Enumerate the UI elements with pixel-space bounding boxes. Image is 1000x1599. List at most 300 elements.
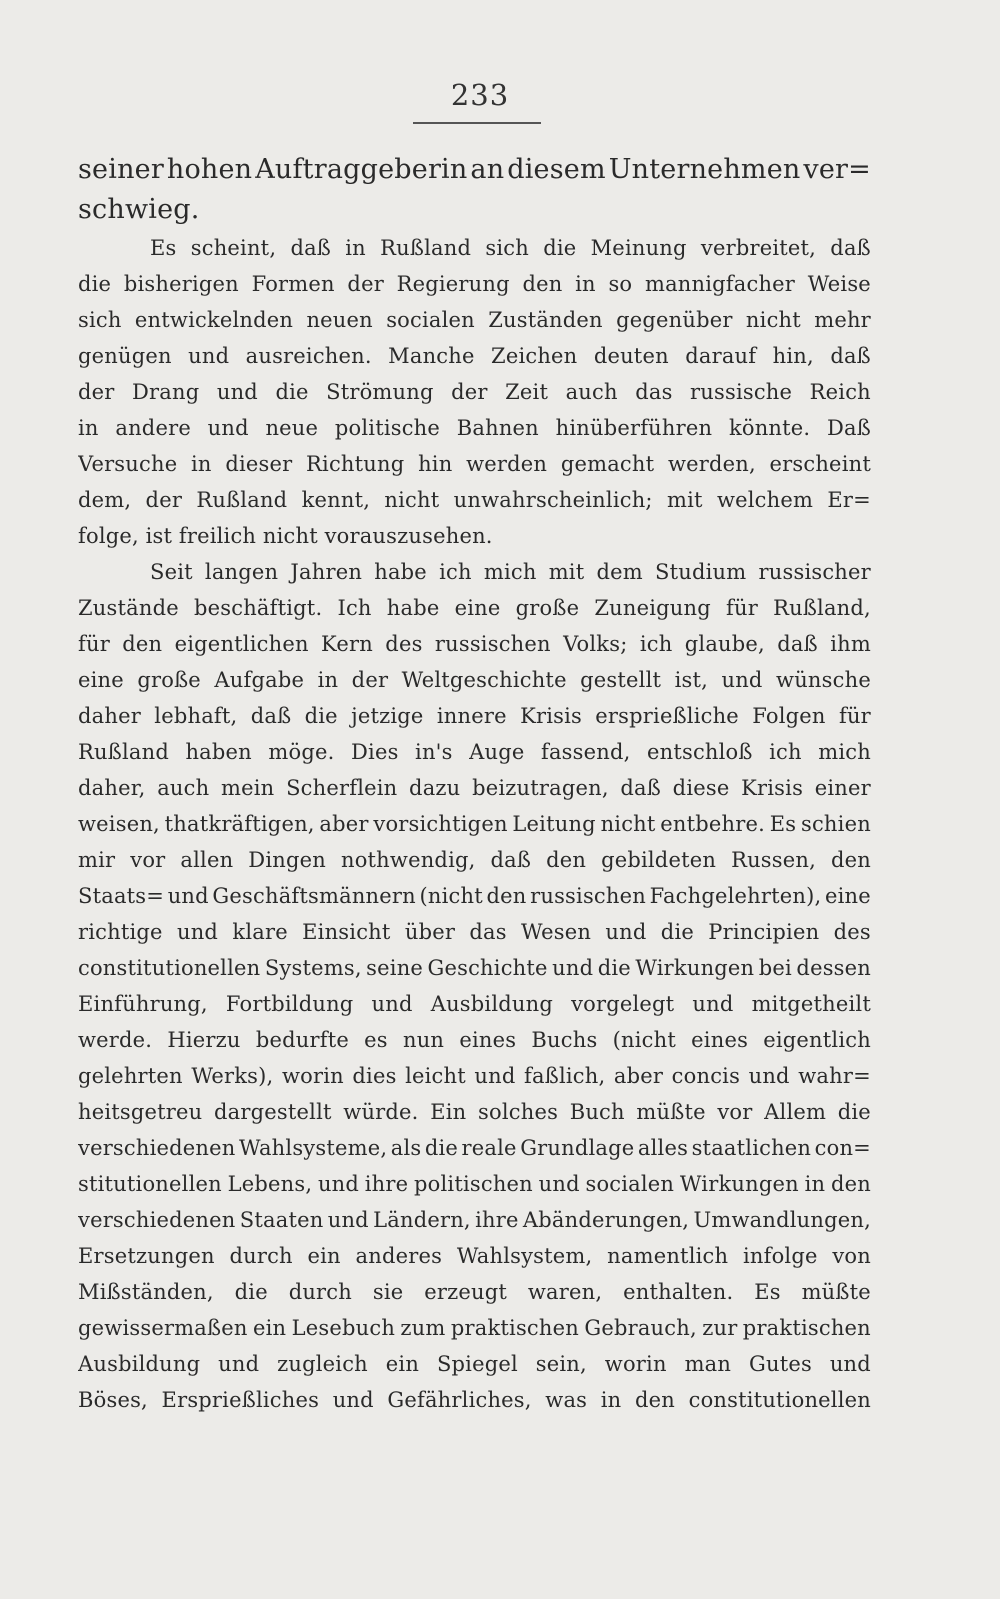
word: entschloß [646,740,753,764]
text-line [78,842,871,878]
word: daß [830,344,871,368]
word: worin [281,1064,344,1088]
word: in [345,236,366,260]
word: die [597,956,631,980]
word: eine [78,668,124,692]
word: werde. [78,1028,153,1052]
word: Rußland [196,488,288,512]
word: den [522,272,563,296]
word: Krisis [741,776,804,800]
word: auch [565,380,618,404]
word: einer [814,776,871,800]
word: Allem [764,1100,827,1124]
word: den [122,632,163,656]
text-line [78,1310,871,1346]
word: und [692,992,734,1016]
word: Studium [655,560,747,584]
word: zur [702,1316,738,1340]
word: es [364,1028,388,1052]
word: und [474,1064,516,1088]
text-line [78,1166,871,1202]
word: vor [717,1100,753,1124]
word: gewissermaßen [78,1316,248,1340]
word: Strömung [326,380,434,404]
text-line [78,698,871,734]
text-line [78,230,871,266]
word: Umwandlungen, [693,1208,871,1232]
word: Einsicht [302,920,391,944]
word: eigentlichen [174,632,309,656]
word: Ersetzungen [78,1244,215,1268]
word: erscheint [769,452,871,476]
word: der [351,668,389,692]
word: solches [478,1100,559,1124]
word: ein [385,1352,420,1376]
word: daß [290,236,332,260]
word: habe [386,596,440,620]
word: alles [637,1136,689,1160]
word: Einführung, [78,992,208,1016]
text-line [78,626,871,662]
word: und [188,344,230,368]
word: und [552,956,594,980]
word: müßte [636,1100,706,1124]
word: Zuständen [488,308,603,332]
text-line [78,1274,871,1310]
word: mitgetheilt [751,992,871,1016]
word: ersprießliche [595,704,739,728]
word: in [804,1172,826,1196]
text-line [78,1238,871,1274]
word: werden, [667,452,756,476]
word: die [304,704,338,728]
word: scheint, [190,236,277,260]
text-line [78,914,871,950]
word: folge, [78,524,139,548]
word: mit [548,560,585,584]
word: die [78,272,112,296]
word: Kern [321,632,373,656]
word: ihre [475,1208,519,1232]
word: daher, [78,776,146,800]
word: politische [334,416,441,440]
text-line [78,302,871,338]
word: Böses, [78,1388,148,1412]
word: Grundlage [520,1136,635,1160]
word: den [830,848,871,872]
word: (nicht [612,1028,676,1052]
word: Scherflein [286,776,398,800]
word: unwahrscheinlich; [453,488,653,512]
word: beschäftigt. [193,596,323,620]
word: wünsche [776,668,871,692]
word: gebildeten [601,848,717,872]
word: stitutionellen [78,1172,222,1196]
word: neue [265,416,319,440]
word: mehr [814,308,871,332]
word: neuen [306,308,373,332]
word: und [538,1172,580,1196]
word: dieser [225,452,293,476]
word: gegenüber [616,308,733,332]
word: dazu [409,776,461,800]
word: der [145,488,183,512]
word: der [78,380,115,404]
word: in's [415,740,453,764]
word: die [424,1136,459,1160]
word: Lesebuch [291,1316,396,1340]
word: Zeit [505,380,549,404]
word: glaube, [684,632,765,656]
word: diesem [507,154,606,185]
word: was [545,1388,588,1412]
word: Wahlsysteme, [239,1136,388,1160]
word: Ländern, [373,1208,471,1232]
text-line [78,1130,871,1166]
word: durch [229,1244,293,1268]
word: mich [818,740,871,764]
word: dies [352,1064,397,1088]
word: Gebrauch, [584,1316,697,1340]
word: thatkräftigen, [164,812,315,836]
word: aber [319,812,369,836]
word: Meinung [590,236,687,260]
word: die [837,1100,871,1124]
word: heitsgetreu [78,1100,203,1124]
word: innere [436,704,507,728]
text-line [78,878,871,914]
word: vorgelegt [571,992,675,1016]
word: Systems, [264,956,362,980]
word: bei [758,956,792,980]
word: langen [204,560,279,584]
word: Rußland [78,740,169,764]
word: Wirkungen [635,956,755,980]
word: könnte. [728,416,811,440]
word: seiner [78,154,164,185]
word: sie [372,1280,404,1304]
word: und [371,992,413,1016]
word: verbreitet, [700,236,817,260]
word: anderes [355,1244,443,1268]
word: zum [400,1316,446,1340]
word: beizutragen, [472,776,609,800]
word: dem, [78,488,132,512]
word: hin [418,452,453,476]
word: mit [666,488,703,512]
word: Leitung [512,812,596,836]
word: Richtung [306,452,405,476]
word: Weltgeschichte [401,668,567,692]
word: Staaten [239,1208,324,1232]
word: würde. [343,1100,419,1124]
word: Es [754,1280,781,1304]
word: Ich [337,596,372,620]
word: und [327,1208,369,1232]
word: lebhaft, [154,704,238,728]
word: so [608,272,633,296]
word: Ersprießliches [161,1388,320,1412]
word: concis [671,1064,741,1088]
word: mein [221,776,275,800]
word: Gefährliches, [387,1388,532,1412]
word: russische [690,380,793,404]
word: müßte [801,1280,871,1304]
word: Hierzu [167,1028,241,1052]
word: nun [402,1028,445,1052]
word: weisen, [78,812,160,836]
word: nicht [745,308,801,332]
word: infolge [742,1244,818,1268]
word: für [726,596,758,620]
word: reale [461,1136,517,1160]
word: vorauszusehen. [324,524,493,548]
text-line [78,662,871,698]
word: Drang [132,380,200,404]
word: Versuche [78,452,178,476]
word: nothwendig, [340,848,476,872]
word: und [748,1064,790,1088]
text-line [78,410,871,446]
word: sich [78,308,122,332]
text-line [78,266,871,302]
word: klare [232,920,288,944]
word: gestellt [580,668,662,692]
word: Zustände [78,596,179,620]
word: darauf [685,344,757,368]
word: hinüberführen [555,416,713,440]
text-line [78,150,871,190]
word: Es [769,812,797,836]
word: Zeichen [491,344,578,368]
word: kennt, [301,488,371,512]
word: mir [78,848,116,872]
page-number-rule [413,122,541,124]
word: werden [466,452,548,476]
word: politischen [414,1172,533,1196]
page-number: 233 [450,78,510,112]
text-line [78,950,871,986]
word: in [600,1388,622,1412]
word: Russen, [731,848,816,872]
word: leicht [405,1064,466,1088]
word: Gutes [749,1352,812,1376]
word: ein [252,1316,287,1340]
word: als [390,1136,422,1160]
word: (nicht [419,884,483,908]
word: Dingen [248,848,326,872]
word: die [543,236,577,260]
word: mich [483,560,537,584]
word: daß [777,632,818,656]
word: Wesen [521,920,592,944]
word: Ausbildung [430,992,553,1016]
word: nicht [600,812,656,836]
word: große [137,668,201,692]
word: verschiedenen [78,1208,236,1232]
word: den [486,884,527,908]
text-line [78,734,871,770]
word: der [347,272,384,296]
word: Manche [388,344,475,368]
text-line [78,554,871,590]
word: eigentlich [763,1028,871,1052]
word: an [470,154,505,185]
word: jetzige [351,704,424,728]
word: sein, [535,1352,587,1376]
word: für [838,704,871,728]
word: sich [485,236,529,260]
word: über [404,920,456,944]
text-line [78,374,871,410]
word: Folgen [752,704,826,728]
word: socialen [585,1172,675,1196]
word: gelehrten [78,1064,183,1088]
word: daher [78,704,141,728]
word: daß [250,704,292,728]
word: man [684,1352,732,1376]
word: von [832,1244,871,1268]
text-line [78,1202,871,1238]
word: auch [157,776,210,800]
word: bisherigen [123,272,239,296]
word: Wirkungen [679,1172,799,1196]
word: entwickelnden [134,308,294,332]
word: faßlich, [524,1064,606,1088]
word: möge. [268,740,335,764]
word: Reich [809,380,871,404]
word: eine [825,884,871,908]
text-line [78,1022,871,1058]
word: Auge [469,740,525,764]
word: Abänderungen, [522,1208,690,1232]
text-line [78,518,871,554]
word: ist, [674,668,709,692]
word: ich [439,560,472,584]
word: den [635,1388,676,1412]
word: in [191,452,212,476]
word: die [275,380,309,404]
word: mannigfacher [644,272,796,296]
word: dem [596,560,643,584]
word: Staats= [78,884,165,908]
word: allen [180,848,234,872]
word: und [721,668,763,692]
word: und [218,1352,260,1376]
word: ver= [803,154,871,185]
word: und [167,884,209,908]
word: Geschäftsmännern [212,884,416,908]
word: russischen [530,884,646,908]
word: Buchs [531,1028,598,1052]
word: schwieg. [78,194,200,225]
word: habe [374,560,427,584]
word: ich [639,632,673,656]
word: nicht [262,524,318,548]
word: worin [604,1352,667,1376]
word: Weise [807,272,871,296]
text-line [78,590,871,626]
word: und [332,1388,374,1412]
text-line [78,1346,871,1382]
word: und [216,380,258,404]
word: Geschichte [427,956,548,980]
word: Fortbildung [225,992,354,1016]
word: eine [454,596,501,620]
word: Mißständen, [78,1280,214,1304]
word: den [546,848,587,872]
word: russischen [434,632,551,656]
word: Bahnen [456,416,539,440]
word: in [575,272,596,296]
word: Daß [827,416,871,440]
word: Regierung [396,272,510,296]
text-line [78,1058,871,1094]
word: nicht [384,488,440,512]
word: socialen [386,308,475,332]
word: erzeugt [424,1280,507,1304]
word: diese [672,776,730,800]
word: durch [288,1280,352,1304]
word: constitutionellen [78,956,261,980]
word: aber [613,1064,664,1088]
word: Volks; [563,632,628,656]
word: Spiegel [436,1352,518,1376]
word: hohen [166,154,253,185]
word: genügen [78,344,172,368]
word: Ausbildung [78,1352,201,1376]
word: gemacht [560,452,655,476]
word: den [830,1172,871,1196]
word: Buch [569,1100,625,1124]
word: con= [814,1136,871,1160]
word: eines [459,1028,517,1052]
word: Unternehmen [608,154,801,185]
word: ihre [364,1172,409,1196]
word: bedurfte [255,1028,349,1052]
word: Zuneigung [594,596,711,620]
text-line [78,770,871,806]
word: verschiedenen [78,1136,236,1160]
word: welchem [716,488,814,512]
word: praktischen [450,1316,579,1340]
word: vor [130,848,166,872]
word: namentlich [607,1244,729,1268]
body-text [78,150,871,1418]
word: ein [307,1244,341,1268]
text-line [78,482,871,518]
word: entbehre. [660,812,765,836]
word: und [317,1172,360,1196]
text-line [78,806,871,842]
word: schien [800,812,871,836]
word: freilich [178,524,257,548]
word: Principien [708,920,820,944]
word: der [451,380,488,404]
word: Dies [350,740,399,764]
word: eines [691,1028,749,1052]
word: Formen [251,272,335,296]
word: Er= [827,488,871,512]
word: waren, [527,1280,603,1304]
word: und [176,920,219,944]
word: Jahren [290,560,363,584]
word: daß [490,848,532,872]
text-line [78,1094,871,1130]
word: richtige [78,920,163,944]
word: russischer [758,560,871,584]
word: Wahlsystem, [456,1244,593,1268]
